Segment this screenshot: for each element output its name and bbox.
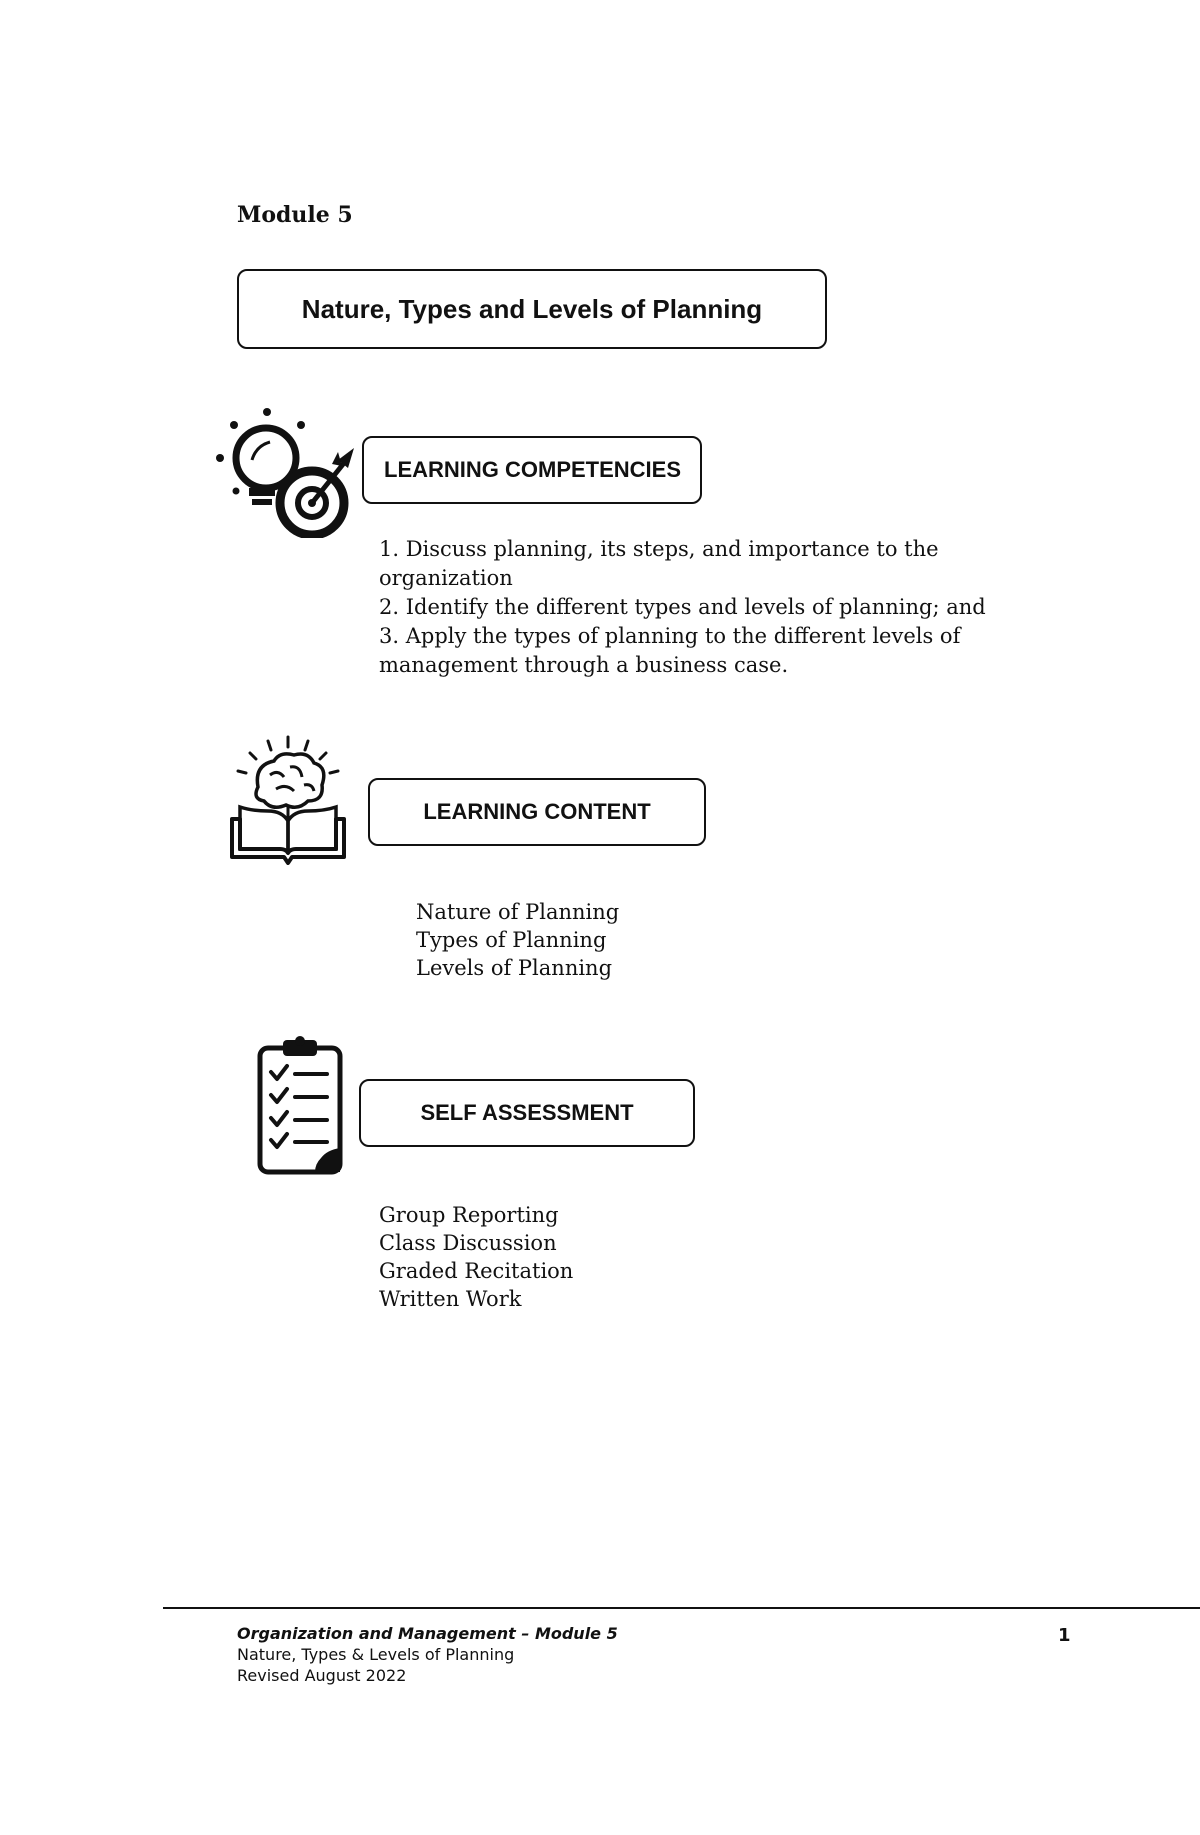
list-item: Levels of Planning [416, 956, 613, 980]
self-assessment-box [359, 1079, 695, 1147]
content-list [416, 898, 619, 982]
footer [237, 1623, 618, 1686]
list-item: Graded Recitation [379, 1259, 574, 1283]
list-item: Nature of Planning [416, 900, 620, 924]
module-title: Nature, Types and Levels of Planning [301, 293, 763, 324]
lightbulb-target-icon [214, 408, 354, 538]
footer-divider [163, 1607, 1200, 1609]
footer-title: Organization and Management – Module 5 [237, 1624, 618, 1643]
learning-content-heading: LEARNING CONTENT [423, 799, 651, 824]
self-assessment-heading: SELF ASSESSMENT [420, 1100, 634, 1125]
list-item: Written Work [379, 1287, 522, 1311]
module-label: Module 5 [237, 202, 353, 228]
competencies-list [379, 535, 1049, 680]
assessment-list [379, 1201, 573, 1313]
learning-content-box [368, 778, 706, 846]
list-item: Class Discussion [379, 1231, 557, 1255]
list-item: 2. Identify the different types and levels of planning; and [379, 595, 986, 619]
learning-competencies-heading: LEARNING COMPETENCIES [384, 457, 682, 482]
learning-competencies-box [362, 436, 702, 504]
list-item: Types of Planning [416, 928, 607, 952]
footer-subtitle: Nature, Types & Levels of Planning [237, 1645, 515, 1664]
page-number: 1 [1058, 1625, 1071, 1646]
footer-revised: Revised August 2022 [237, 1666, 407, 1685]
module-title-box [237, 269, 827, 349]
clipboard-checklist-icon [255, 1036, 345, 1176]
list-item: Group Reporting [379, 1203, 559, 1227]
brain-book-icon [224, 735, 352, 865]
list-item: 1. Discuss planning, its steps, and importance to the organization [379, 537, 939, 590]
list-item: 3. Apply the types of planning to the different levels of management through a business case. [379, 624, 961, 677]
